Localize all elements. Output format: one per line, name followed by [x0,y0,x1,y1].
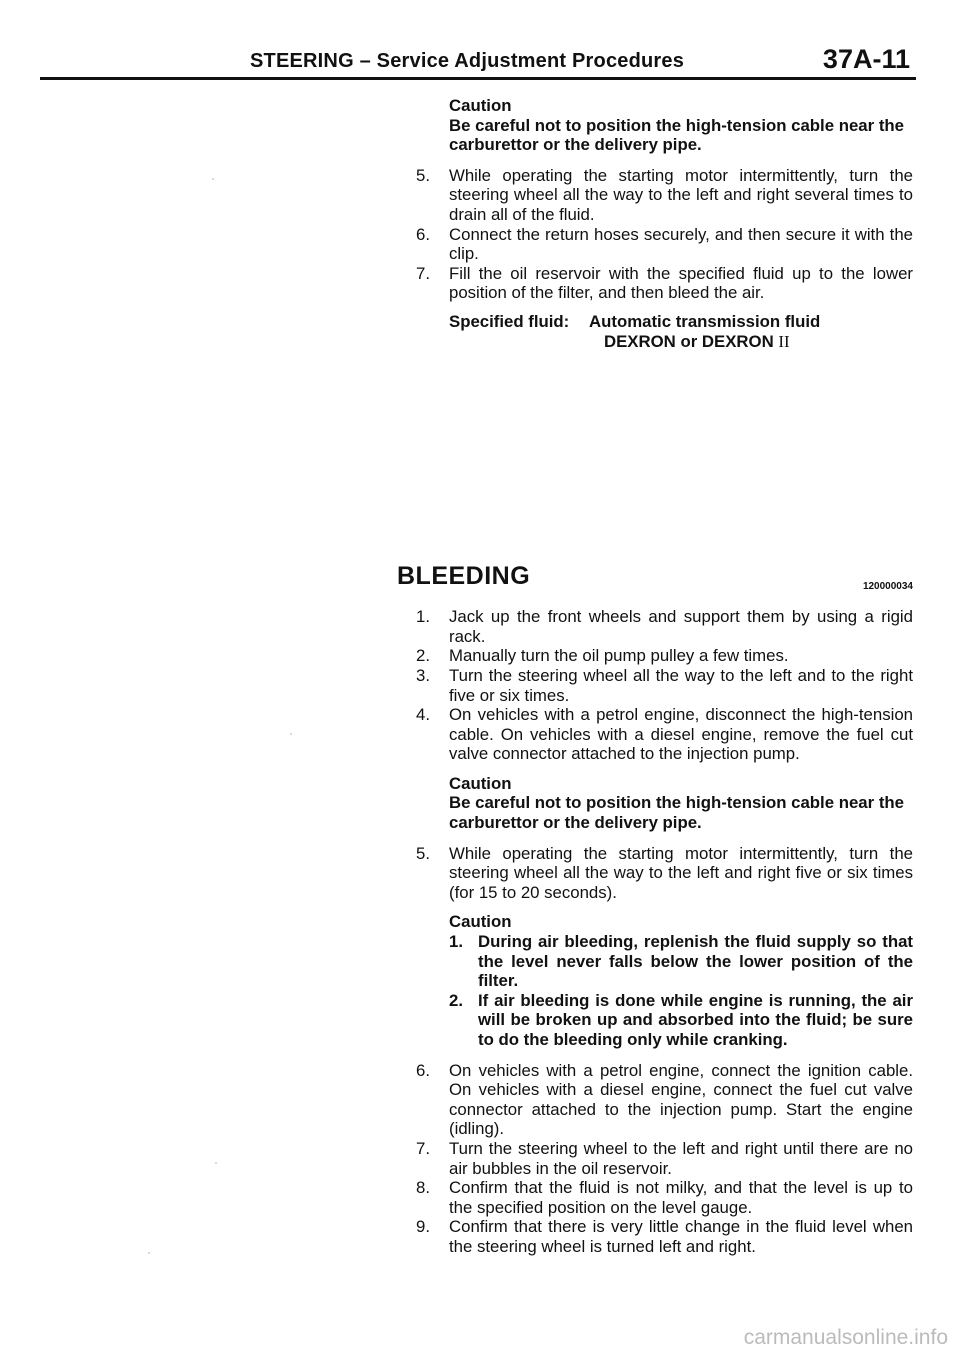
scan-speck [212,178,214,180]
step-text: Turn the steering wheel all the way to the left and to the right five or six times. [449,665,913,705]
spec-dexron: DEXRON or DEXRON [604,331,774,351]
bleeding-heading-row [397,562,913,597]
step-number: 6. [416,224,430,244]
bleeding-steps-a [397,607,913,764]
section-heading: BLEEDING [397,562,531,591]
step-text: Confirm that there is very little change in the fluid level when the steering wheel is turned left and right. [449,1217,913,1256]
step-number: 1. [416,607,430,627]
list-item [397,1178,913,1217]
scan-speck [215,1162,217,1164]
spec-line-2 [589,332,913,352]
step-text: Connect the return hoses securely, and then secure it with the clip. [449,224,913,264]
list-item [397,1217,913,1256]
step-text: While operating the starting motor intermittently, turn the steering wheel all the way to the left and right five or six times (for 15 to 20 seconds). [449,843,913,902]
section-code: 120000034 [862,581,913,593]
list-item [397,225,913,264]
caution-number: 1. [449,932,463,952]
list-item [397,264,913,303]
page-header [40,44,916,80]
scan-speck [290,733,292,735]
page-number: 37A-11 [822,44,910,74]
step-text: Confirm that the fluid is not milky, and that the level is up to the specified position on the level gauge. [449,1178,913,1217]
header-rule [40,77,916,80]
step-text: While operating the starting motor intermittently, turn the steering wheel all the way to the left and right several times to drain all of the fluid. [449,165,913,224]
step-number: 6. [416,1060,430,1080]
list-item [397,666,913,705]
caution-text: Be careful not to position the high-tension cable near the carburettor or the delivery pipe. [449,793,904,833]
list-item [397,646,913,666]
spec-value [589,312,913,351]
caution-list-item [449,932,913,991]
caution-title: Caution [449,912,512,932]
scan-speck [148,1252,150,1254]
step-number: 2. [416,646,430,666]
main-content [397,96,913,1257]
step-number: 7. [416,263,430,283]
top-steps [397,166,913,303]
step-number: 5. [416,165,430,185]
step-text: On vehicles with a petrol engine, connect the ignition cable. On vehicles with a diesel engine, connect the fuel cut valve connector attached to the injection pump. Start the engine (idling). [449,1060,913,1139]
step-text: Manually turn the oil pump pulley a few times. [449,646,789,666]
step-text: Jack up the front wheels and support them by using a rigid rack. [449,607,913,646]
caution-item-text: During air bleeding, replenish the fluid supply so that the level never falls below the lower position of the filter. [478,932,913,991]
spec-roman: II [778,331,790,351]
caution-item-text: If air bleeding is done while engine is running, the air will be broken up and absorbed into the fluid; be sure to do the bleeding only while cranking. [478,990,913,1049]
caution-list-item [449,991,913,1050]
list-item [397,607,913,646]
list-item [397,166,913,225]
specified-fluid [449,312,913,351]
step-number: 3. [416,665,430,685]
step-text: On vehicles with a petrol engine, disconnect the high-tension cable. On vehicles with a diesel engine, remove the fuel cut valve connector attached to the injection pump. [449,705,913,764]
watermark-link[interactable]: carmanualsonline.info [743,1326,948,1349]
caution-block-2 [449,912,913,1049]
caution-title: Caution [449,96,512,115]
list-item [397,844,913,903]
caution-title: Caution [449,773,512,793]
caution-block-top [449,96,913,155]
step-number: 9. [416,1217,430,1237]
spec-line-1: Automatic transmission fluid [589,311,821,331]
step-text: Fill the oil reservoir with the specified fluid up to the lower position of the filter, and then bleed the air. [449,263,913,303]
step-number: 8. [416,1178,430,1198]
step-number: 5. [416,843,430,863]
list-item [397,1139,913,1178]
step-number: 4. [416,705,430,725]
section-title: STEERING – Service Adjustment Procedures [250,50,685,72]
bleeding-steps-b [397,1061,913,1257]
spec-label: Specified fluid: [449,311,570,331]
caution-text: Be careful not to position the high-tension cable near the carburettor or the delivery pipe. [449,115,904,155]
list-item [397,1061,913,1139]
list-item [397,705,913,764]
caution-list [449,932,913,1050]
step-number: 7. [416,1138,430,1158]
caution-block-1 [449,774,913,833]
step-text: Turn the steering wheel to the left and right until there are no air bubbles in the oil reservoir. [449,1138,913,1178]
caution-number: 2. [449,990,463,1010]
